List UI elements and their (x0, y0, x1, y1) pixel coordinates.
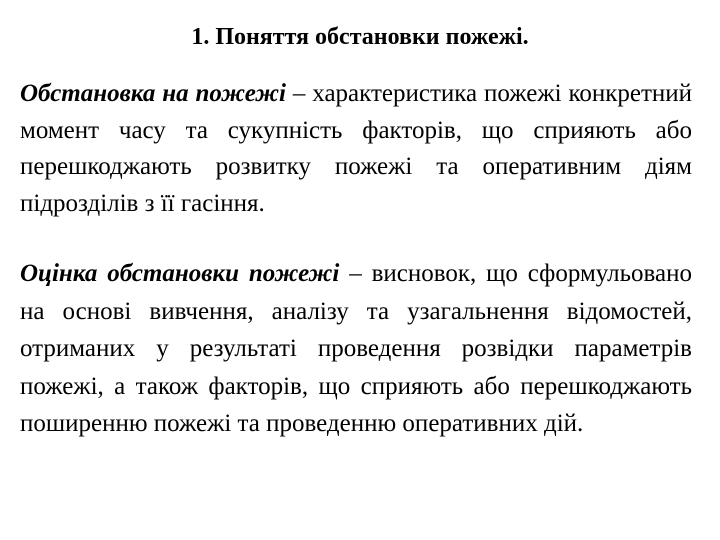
definition-term: Обстановка на пожежі (20, 80, 286, 107)
definition-text: – характеристика пожежі конкретний момент часу та сукупність факторів, що сприяють або перешкоджають розвитку пожежі та оперативним діям підрозділів з її гасіння. (20, 80, 693, 217)
slide-title: 1. Поняття обстановки пожежі. (191, 24, 529, 50)
definition-paragraph-situation-assessment (20, 255, 692, 443)
definition-text: – висновок, що сформульовано на основі вивчення, аналізу та узагальнення відомостей, отриманих у результаті проведення розвідки параметрів пожежі, а також факторів, що сприяють або перешкоджають поширенню пожежі та проведенню оперативних дій. (20, 260, 692, 437)
definition-paragraph-fire-situation (20, 76, 692, 222)
definition-term: Оцінка обстановки пожежі (20, 260, 340, 287)
